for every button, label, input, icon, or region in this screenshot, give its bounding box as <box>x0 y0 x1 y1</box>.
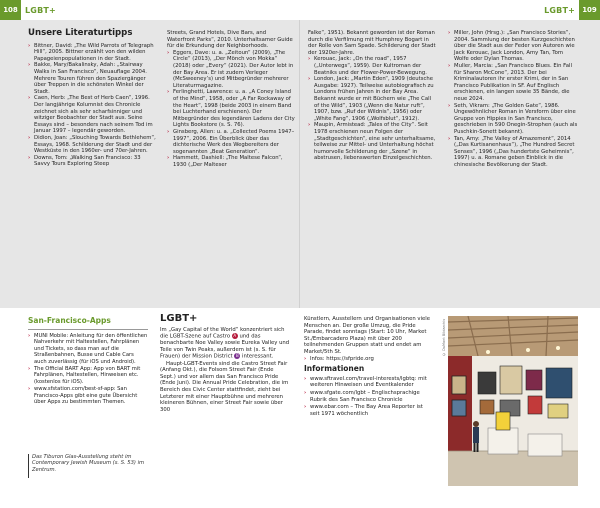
article-paragraph: Künstlern, Ausstellern und Organisationen viele Menschen an. Der große Umzug, die Pride Parade, findet sonntags (Start: 10 Uhr, Market St./Embarcadero Plaza) mit über 200 teilnehmenden Gruppen statt und endet am Market/5th St. <box>304 316 430 355</box>
literature-entry: › Ferlinghetti, Lawrence: u. a. „A Coney Island of the Mind“, 1958, oder „A Far Rockaway of the Heart“, 1998 (beide 2003 in einem Band bei Luchterhand erschienen). Der Mitbegründer des legendären Ladens der City Lights Bookstore (s. S. 76). <box>167 89 295 129</box>
literature-column-3 <box>308 30 436 162</box>
article-text: interessant. <box>242 353 274 360</box>
literature-entry-continued: Streets, Grand Hotels, Dive Bars, and Waterfront Parks“, 2010. Unterhaltsamer Guide für die Erkundung der Neighborhoods. <box>167 30 293 50</box>
article-text: Im „Gay Capital of the World“ konzentriert sich die LGBT-Szene auf Castro <box>160 326 285 340</box>
photo-caption-text: Das Tiburon Glas-Ausstellung steht im Contemporary Jewish Museum (s. S. 53) im Zentrum. <box>32 454 145 473</box>
literature-entry: › Kerouac, Jack: „On the road“, 1957 („Unterwegs“, 1959). Der Kultroman der Beatniks und der Flower-Power-Bewegung. <box>308 56 436 76</box>
literature-entry: › Tan, Amy: „The Valley of Amazement“, 2014 („Das Kurtisanenhaus“), „The Hundred Secret Senses“, 1996 („Das hundertste Geheimnis“, 1997) u. a. Romane geben Einblick in die chinesische Bevölkerung der Stadt. <box>448 136 578 169</box>
literature-entry: › Eggers, Dave: u. a. „Zeitoun“ (2009), „The Circle“ (2013), „Der Mönch von Mokka“ (2018) oder „Every“ (2021). Der Autor lebt in der Bay Area. Er ist zudem Verleger (McSweeney’s) und Mitbegründer mehrerer Literaturmagazine. <box>167 50 295 90</box>
photo-credit: © DuMont Bildarchiv <box>442 318 446 356</box>
literature-entry: › Bittner, David: „The Wild Parrots of Telegraph Hill“, 2005. Bittner erzählt von den wilden Papageienpopulationen in der Stadt. <box>28 43 156 63</box>
literature-entry: › Seth, Vikram: „The Golden Gate“, 1986. Ungewöhnlicher Roman in Versform über eine Gruppe von Hippies in San Francisco, geschrieben in 590 Onegin-Strophen (auch als Puschkin-Sonett bekannt). <box>448 103 578 136</box>
literature-entry: › Bakke, Mary/Bakalinsky, Adah: „Stairway Walks in San Francisco“, Neuauflage 2004. Mehrere Touren führen den Spaziergänger über Treppen in die schönsten Winkel der Stadt. <box>28 62 156 95</box>
article-text: (s. S. für Frauen) der Mission District <box>160 346 276 360</box>
article-text: und das benachbarte Noe Valley sowie Eureka Valley und Teile von Twin Peaks, außerdem ist <box>160 333 290 353</box>
literature-title: Unsere Literaturtipps <box>28 28 133 38</box>
running-head-right: LGBT+ <box>544 6 575 15</box>
lgbt-article-column-2 <box>304 316 432 418</box>
info-title: Informationen <box>304 364 365 374</box>
page-header <box>0 0 600 20</box>
article-title: LGBT+ <box>160 313 198 324</box>
map-marker-icon[interactable]: B <box>235 353 239 359</box>
literature-column-1 <box>28 30 156 168</box>
app-item: › MUNI Mobile: Anleitung für den öffentlichen Nahverkehr mit Haltestellen, Fahrplänen und Tickets, so dass man auf die Straßenbahnen, Busse und Cable Cars auch zuverlässig (für iOS und Android). <box>28 333 148 365</box>
gallery-photo <box>448 316 578 486</box>
literature-entry: › Miller, John (Hrsg.): „San Francisco Stories“, 2004. Sammlung der besten Kurzgeschichten über die Stadt aus der Feder von Autoren wie Jack Kerouac, Jack London, Amy Tan, Tom Wolfe oder Dylan Thomas. <box>448 30 578 63</box>
article-paragraph: Haupt-LGBT-Events sind die Castro Street Fair (Anfang Okt.), die Folsom Street Fair (Ende Sept.) und vor allem das San Francisco Pride (Ende Juni). Die Annual Pride Celebration, die im Bereich des Civic Center stattfindet, zieht bei Letzterer mit einer Hauptbühne und mehreren kleineren Bühnen, einer Street Fair sowie über 300 <box>160 360 289 413</box>
photo-caption <box>28 454 148 473</box>
literature-entry: › Ginsberg, Allen: u. a. „Collected Poems 1947–1997“, 2006. Ein Überblick über das dichterische Werk des Wegbereiters der sogenannten „Beat Generation“. <box>167 129 295 155</box>
running-head-left: LGBT+ <box>25 6 56 15</box>
map-marker-icon[interactable]: A <box>233 333 237 339</box>
apps-divider <box>28 329 148 330</box>
info-link[interactable]: › www.sftravel.com/travel-interests/lgbtq: mit weiteren Hinweisen und Eventkalender <box>304 376 432 389</box>
apps-sidebar <box>28 316 148 406</box>
app-item: › The Official BART App: App von BART mit Fahrplänen, Haltestellen, Hinweisen etc. (kostenlos für iOS). <box>28 366 148 385</box>
page-gutter <box>299 20 300 308</box>
app-item: › www.sfstation.com/best-sf-app: San Francisco-Apps gibt eine gute Übersicht über Apps zu bestimmten Themen. <box>28 386 148 405</box>
literature-entry: › Muller, Marcia: „San Francisco Blues. Ein Fall für Sharon McCone“, 2013. Der bei Kriminalautoren ihr erster Krimi, der in San Francisco Publikation in SF. Auf Englisch erschienen, ein langen sowie 35 Bände, die neue 2024. <box>448 63 578 103</box>
lgbt-article <box>160 313 290 413</box>
literature-column-2 <box>167 30 295 168</box>
info-link[interactable]: › www.ebar.com – The Bay Area Reporter ist seit 1971 wöchentlich <box>304 404 432 417</box>
literature-entry-continued: Falke“, 1951). Bekannt geworden ist der Roman durch die Verfilmung mit Humphrey Bogart in der Rolle von Sam Spade. Schilderung der Stadt der 1920er-Jahre. <box>308 30 436 56</box>
article-paragraph <box>160 327 290 361</box>
literature-entry: › Downs, Tom: „Walking San Francisco: 33 Savvy Tours Exploring Steep <box>28 155 156 168</box>
literature-entry: › Hammett, Dashiell: „The Maltese Falcon“, 1930 („Der Malteser <box>167 155 295 168</box>
pride-info-link[interactable]: › Infos: https://sfpride.org <box>304 356 432 363</box>
info-link[interactable]: › www.sfgate.com/lgbt – Englischsprachige Rubrik des San Francisco Chronicle <box>304 390 432 403</box>
literature-entry: › London, Jack: „Martin Eden“, 1909 (deutsche Ausgabe: 1927). Teilweise autobiografisch zu Londons frühen Jahren in der Bay Area. Bekannt wurde er mit Büchern wie „The Call of the Wild“, 1903 („Wenn die Natur ruft“, 1907, bzw. „Ruf der Wildnis“, 1956) oder „White Fang“, 1906 („Wolfsblut“, 1912). <box>308 76 436 122</box>
literature-entry: › Didion, Joan: „Slouching Towards Bethlehem“, Essays, 1968. Schilderung der Stadt und der Westküste in den 1960er- und 70er-Jahren. <box>28 135 156 155</box>
page-number-left: 108 <box>0 0 21 20</box>
literature-entry: › Caen, Herb: „The Best of Herb Caen“, 1996. Der langjährige Kolumnist des Chronicle zeichnet sich als sehr scharfsinniger und witziger Beobachter der Stadt aus. Seine Essays sind – besonders nach seinem Tod im Januar 1997 – legendär geworden. <box>28 95 156 135</box>
literature-entry: › Maupin, Armistead: „Tales of the City“. Seit 1978 erschienen neun Folgen der „Stadtgeschichten“, eine sehr unterhaltsame, teilweise zur Mittel- und Unterhaltung höchst humorvolle Schilderung der „Szene“ in abstrusen, liebenswerten Einzelgeschichten. <box>308 122 436 162</box>
page-number-right: 109 <box>579 0 600 20</box>
gallery-photo-illustration <box>448 316 578 486</box>
literature-column-4 <box>448 30 578 168</box>
apps-title: San-Francisco-Apps <box>28 316 111 325</box>
